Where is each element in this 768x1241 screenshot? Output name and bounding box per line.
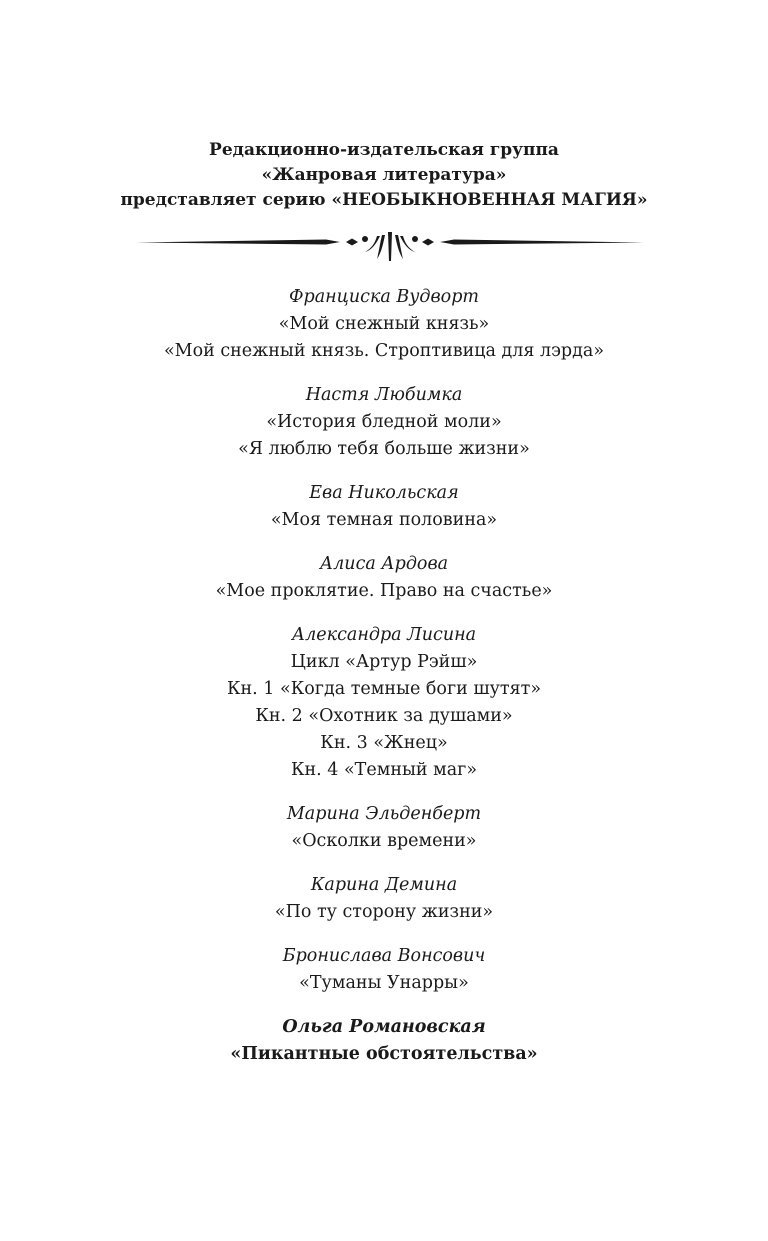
author-entry [0, 622, 768, 784]
ornament-right-bar [440, 240, 644, 245]
series-book-list [0, 284, 768, 1085]
author-entry [0, 1014, 768, 1068]
book-title: «Я люблю тебя больше жизни» [238, 439, 530, 459]
author-name: Ольга Романовская [282, 1017, 486, 1037]
ornament-right-diamond [422, 239, 434, 246]
author-name: Александра Лисина [291, 625, 477, 645]
author-entry [0, 801, 768, 855]
book-title: Кн. 3 «Жнец» [320, 733, 448, 753]
ornament-left-diamond [346, 239, 358, 246]
ornament-left-bar [136, 240, 340, 245]
book-title: Цикл «Артур Рэйш» [290, 652, 478, 672]
book-title: «Моя темная половина» [270, 510, 498, 530]
book-title: Кн. 2 «Охотник за душами» [255, 706, 513, 726]
ornament-right-dot [412, 236, 418, 242]
book-title: «Мое проклятие. Право на счастье» [215, 581, 553, 601]
book-title: Кн. 4 «Темный маг» [290, 760, 478, 780]
book-title: «Мой снежный князь. Строптивица для лэрда» [163, 341, 605, 361]
author-name: Ева Никольская [309, 483, 459, 503]
author-name: Настя Любимка [305, 385, 463, 405]
book-title: «Пикантные обстоятельства» [230, 1044, 538, 1064]
publisher-header [0, 138, 768, 213]
ornament-fan-center [388, 232, 392, 261]
author-name: Карина Демина [310, 875, 458, 895]
book-title: «Мой снежный князь» [278, 314, 490, 334]
book-title: Кн. 1 «Когда темные боги шутят» [226, 679, 542, 699]
author-name: Франциска Вудворт [288, 287, 480, 307]
author-name: Алиса Ардова [319, 554, 449, 574]
author-entry [0, 872, 768, 926]
author-entry [0, 382, 768, 463]
book-title: «История бледной моли» [266, 412, 502, 432]
publisher-imprint-line: «Жанровая литература» [261, 165, 507, 185]
book-title: «По ту сторону жизни» [274, 902, 494, 922]
author-entry [0, 480, 768, 534]
series-announcement-line: представляет серию «НЕОБЫКНОВЕННАЯ МАГИЯ» [120, 190, 648, 210]
author-entry [0, 943, 768, 997]
author-name: Марина Эльденберт [286, 804, 482, 824]
book-title: «Туманы Унарры» [299, 973, 469, 993]
author-entry [0, 551, 768, 605]
author-entry [0, 284, 768, 365]
book-title: «Осколки времени» [291, 831, 477, 851]
ornament-left-dot [362, 236, 368, 242]
author-name: Бронислава Вонсович [282, 946, 486, 966]
publisher-group-line: Редакционно-издательская группа [209, 140, 559, 160]
decorative-divider-icon [136, 226, 644, 266]
